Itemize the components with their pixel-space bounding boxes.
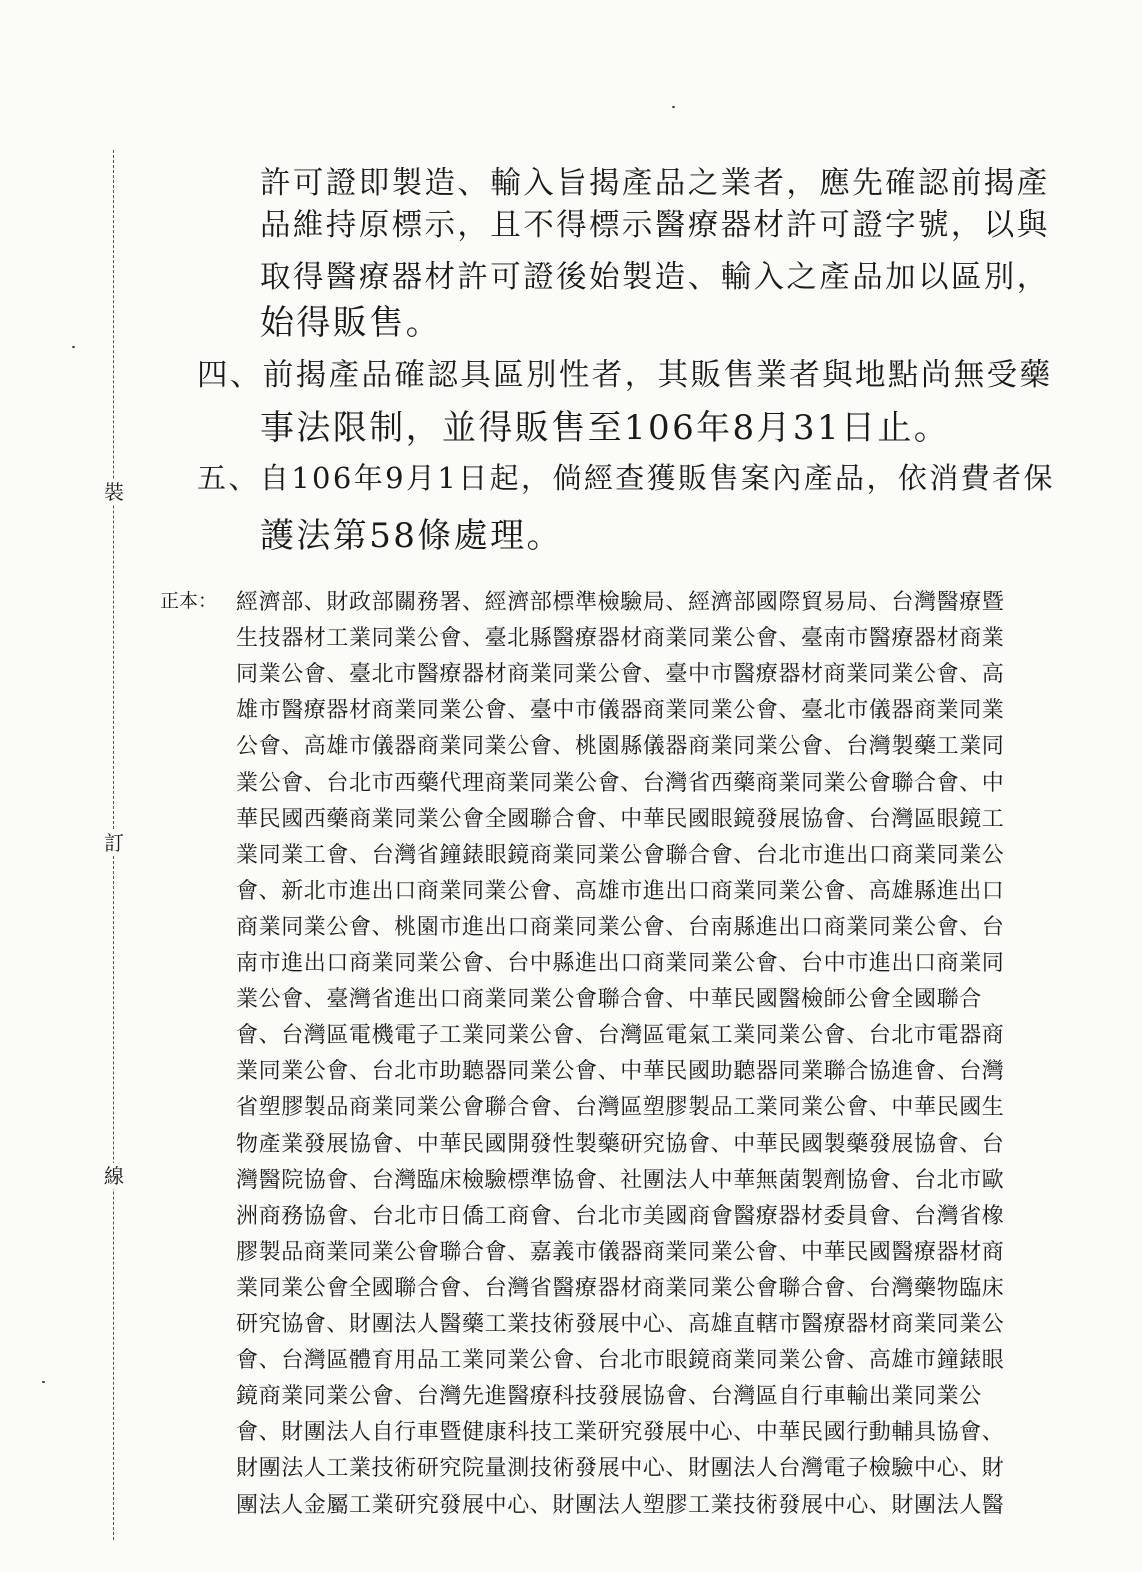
binding-char-zhuang: 裝 [101,479,127,505]
recipient-line: 會、台灣區體育用品工業同業公會、台北市眼鏡商業同業公會、高雄市鐘錶眼 [236,1348,1005,1374]
recipient-line: 財團法人工業技術研究院量測技術發展中心、財團法人台灣電子檢驗中心、財 [236,1456,1005,1482]
recipient-line: 省塑膠製品商業同業公會聯合會、台灣區塑膠製品工業同業公會、中華民國生 [236,1095,1005,1121]
recipient-line: 經濟部、財政部關務署、經濟部標準檢驗局、經濟部國際貿易局、台灣醫療暨 [236,590,1005,615]
recipient-line: 雄市醫療器材商業同業公會、臺中市儀器商業同業公會、臺北市儀器商業同業 [236,698,1005,724]
item-line: 五、自106年9月1日起，倘經查獲販售案內產品，依消費者保 [197,461,1055,495]
text-line: 許可證即製造、輸入旨揭產品之業者，應先確認前揭產 [260,166,1050,201]
item-line: 四、前揭產品確認具區別性者，其販售業者與地點尚無受藥 [197,358,1053,393]
recipient-line: 灣醫院協會、台灣臨床檢驗標準協會、社團法人中華無菌製劑協會、台北市歐 [236,1167,1005,1193]
scan-speck [42,1381,45,1383]
recipient-line: 膠製品商業同業公會聯合會、嘉義市儀器商業同業公會、中華民國醫療器材商 [236,1239,1005,1265]
recipient-line: 南市進出口商業同業公會、台中縣進出口商業同業公會、台中市進出口商業同 [236,951,1005,976]
recipient-line: 會、財團法人自行車暨健康科技工業研究發展中心、中華民國行動輔具協會、 [236,1420,1005,1446]
recipient-line: 團法人金屬工業研究發展中心、財團法人塑膠工業技術發展中心、財團法人醫 [236,1492,1005,1518]
recipient-line: 業同業工會、台灣省鐘錶眼鏡商業同業公會聯合會、台北市進出口商業同業公 [236,842,1005,868]
scan-speck [672,106,675,108]
item-line: 事法限制，並得販售至106年8月31日止。 [260,408,951,448]
recipient-line: 物產業發展協會、中華民國開發性製藥研究協會、中華民國製藥發展協會、台 [236,1131,1005,1157]
recipient-line: 會、台灣區電機電子工業同業公會、台灣區電氣工業同業公會、台北市電器商 [236,1023,1005,1049]
text-line: 品維持原標示，且不得標示醫療器材許可證字號，以與 [260,208,1050,243]
recipient-line: 公會、高雄市儀器商業同業公會、桃園縣儀器商業同業公會、台灣製藥工業同 [236,734,1005,760]
text-line: 取得醫療器材許可證後始製造、輸入之產品加以區別， [260,260,1050,295]
recipient-line: 商業同業公會、桃園市進出口商業同業公會、台南縣進出口商業同業公會、台 [236,914,1005,940]
recipient-line: 華民國西藥商業同業公會全國聯合會、中華民國眼鏡發展協會、台灣區眼鏡工 [236,806,1005,832]
scan-speck [72,346,75,348]
recipient-line: 業同業公會、台北市助聽器同業公會、中華民國助聽器同業聯合協進會、台灣 [236,1059,1005,1085]
recipient-line: 生技器材工業同業公會、臺北縣醫療器材商業同業公會、臺南市醫療器材商業 [236,626,1005,652]
binding-char-xian: 線 [101,1163,127,1189]
text-line: 始得販售。 [260,303,442,343]
recipient-line: 鏡商業同業公會、台灣先進醫療科技發展協會、台灣區自行車輸出業同業公 [236,1384,982,1410]
recipient-line: 研究協會、財團法人醫藥工業技術發展中心、高雄直轄市醫療器材商業同業公 [236,1312,1005,1337]
recipient-line: 洲商務協會、台北市日僑工商會、台北市美國商會醫療器材委員會、台灣省橡 [236,1203,1005,1229]
recipient-line: 業同業公會全國聯合會、台灣省醫療器材商業同業公會聯合會、台灣藥物臨床 [236,1275,1005,1301]
recipients-label: 正本： [160,590,218,612]
recipient-line: 業公會、臺灣省進出口商業同業公會聯合會、中華民國醫檢師公會全國聯合 [236,987,982,1013]
recipient-line: 同業公會、臺北市醫療器材商業同業公會、臺中市醫療器材商業同業公會、高 [236,662,1005,688]
binding-char-ding: 訂 [101,830,127,856]
item-line: 護法第58條處理。 [260,516,563,556]
recipient-line: 業公會、台北市西藥代理商業同業公會、台灣省西藥商業同業公會聯合會、中 [236,770,1005,796]
recipient-line: 會、新北市進出口商業同業公會、高雄市進出口商業同業公會、高雄縣進出口 [236,878,1005,904]
